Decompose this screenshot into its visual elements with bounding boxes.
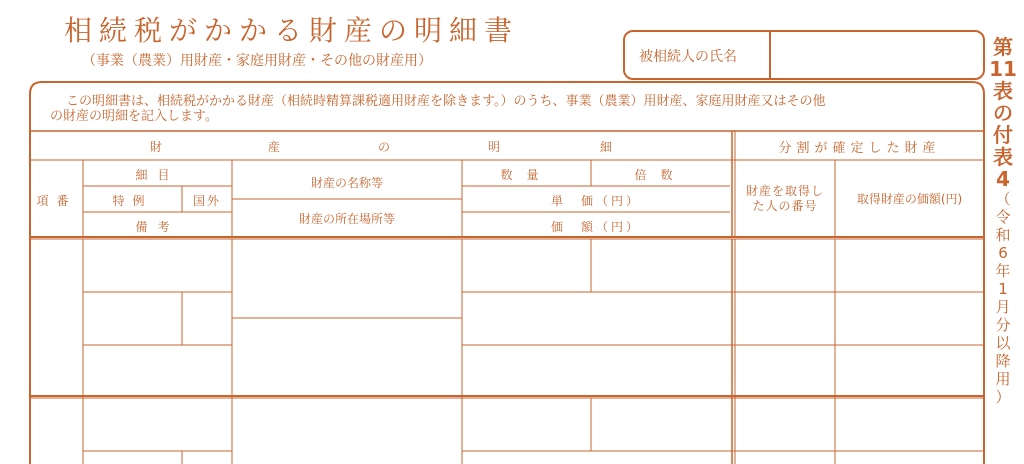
col-kagaku: 価 額（円） <box>550 220 641 234</box>
form-number-char: 表 <box>993 79 1013 103</box>
col-shozai: 財産の所在場所等 <box>298 212 395 226</box>
instruction-note-line1: この明細書は、相続税がかかる財産（相続時精算課税適用財産を除きます。）のうち、事業（農業）用財産、家庭用財産又はその他 <box>66 94 826 109</box>
form-number-char: 付 <box>993 123 1013 147</box>
header-san: 産 <box>268 140 283 154</box>
col-suryo: 数量 <box>500 168 553 182</box>
col-kokugai: 国外 <box>192 194 221 208</box>
col-shutoku-value: 取得財産の価額(円) <box>856 192 963 206</box>
col-tanka: 単 価（円） <box>550 194 641 208</box>
col-biko: 備考 <box>135 220 180 234</box>
col-meisho: 財産の名称等 <box>310 176 383 190</box>
col-saimoku: 細目 <box>135 168 180 182</box>
form-title: 相続税がかかる財産の明細書 <box>64 14 520 47</box>
form-number-char: 以 <box>995 334 1011 352</box>
instruction-note <box>52 94 982 124</box>
form-number-char: 用 <box>995 370 1011 388</box>
header-bunkatsu: 分割が確定した財産 <box>778 141 941 156</box>
form-number-char: 年 <box>995 262 1011 280</box>
instruction-note-line2: の財産の明細を記入します。 <box>50 109 218 124</box>
form-number-char: の <box>993 101 1013 125</box>
form-number-char: 令 <box>995 208 1011 226</box>
form-number-char: 1 <box>998 280 1008 298</box>
form-number-char: 4 <box>996 167 1010 191</box>
col-baisu: 倍数 <box>634 168 687 182</box>
header-zai: 財 <box>150 140 165 154</box>
form-number-char: 和 <box>995 226 1011 244</box>
form-number-char: 第 <box>993 35 1013 59</box>
header-sai: 細 <box>600 140 615 154</box>
col-tokurei: 特例 <box>112 194 153 208</box>
header-mei: 明 <box>488 140 503 154</box>
header-no: の <box>378 140 393 154</box>
col-koban: 項番 <box>36 194 77 208</box>
form-number-char: 11 <box>989 57 1017 81</box>
decedent-name-label: 被相続人の氏名 <box>639 49 737 65</box>
form-subtitle: （事業（農業）用財産・家庭用財産・その他の財産用） <box>82 53 432 69</box>
form-number-char: 表 <box>993 145 1013 169</box>
col-shutoku-person: 財産を取得した人の番号 <box>745 184 824 213</box>
form-number-char: （ <box>995 190 1011 208</box>
form-number-char: ） <box>995 388 1011 406</box>
form-number-char: 月 <box>995 298 1011 316</box>
form-number-char: 分 <box>995 316 1011 334</box>
form-number-char: 降 <box>995 352 1011 370</box>
form-number-char: 6 <box>998 244 1008 262</box>
